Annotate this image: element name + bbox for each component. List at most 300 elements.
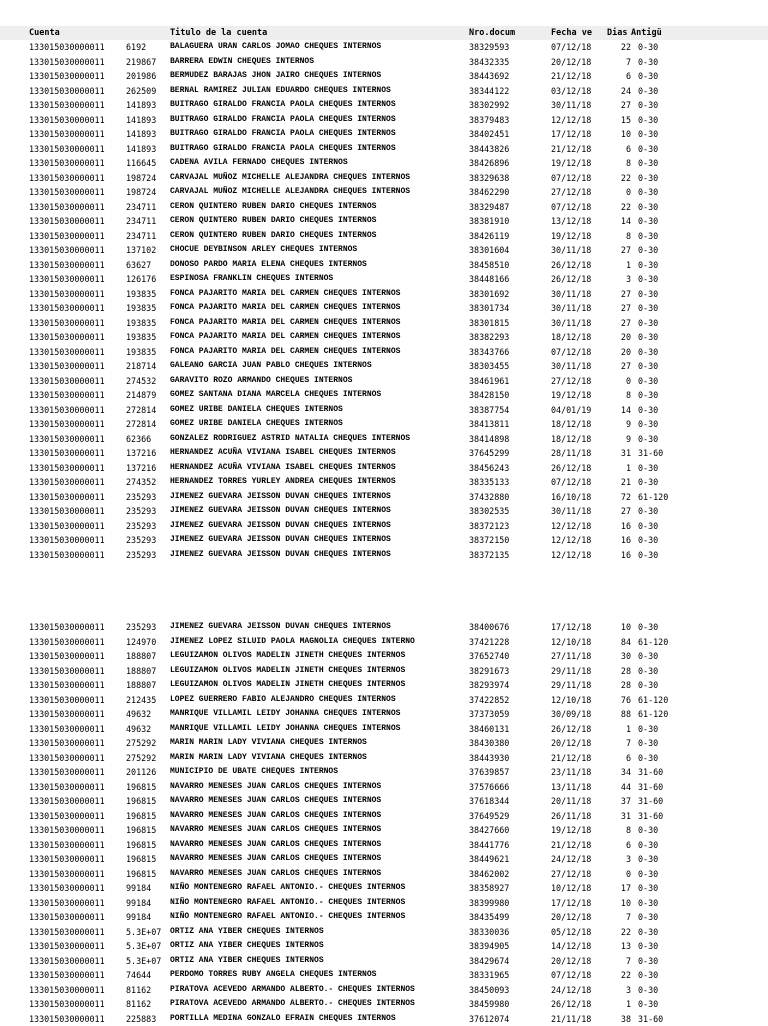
cell-nro-docum: 38329487 (469, 201, 510, 212)
cell-nro-docum: 38382293 (469, 332, 510, 342)
cell-nro-docum: 38379483 (469, 114, 510, 125)
cell-antig: 0-30 (638, 665, 659, 676)
cell-dias: 28 (620, 665, 631, 676)
cell-antig: 0-30 (638, 883, 659, 893)
table-row (0, 243, 768, 257)
cell-tercero: 275292 (126, 738, 157, 748)
cell-titulo: HERNANDEZ ACUÑA VIVIANA ISABEL CHEQUES INTERNOS (170, 448, 396, 457)
table-row (0, 388, 768, 402)
cell-dias: 8 (625, 158, 631, 168)
cell-nro-docum: 37432880 (469, 491, 510, 502)
cell-dias: 22 (620, 172, 631, 183)
cell-nro-docum: 37618344 (469, 796, 510, 806)
cell-tercero: 137216 (126, 462, 157, 473)
cell-titulo: ORTIZ ANA YIBER CHEQUES INTERNOS (170, 926, 324, 936)
cell-titulo: ORTIZ ANA YIBER CHEQUES INTERNOS (170, 941, 324, 950)
cell-antig: 0-30 (638, 825, 659, 835)
cell-nro-docum: 38302992 (469, 100, 510, 110)
cell-cuenta: 133015030000011 (29, 665, 105, 676)
cell-fecha-ve: 18/12/18 (551, 332, 592, 342)
table-row (0, 69, 768, 83)
cell-fecha-ve: 21/12/18 (551, 839, 592, 850)
cell-antig: 0-30 (638, 622, 659, 632)
cell-fecha-ve: 12/12/18 (551, 114, 592, 125)
cell-cuenta: 133015030000011 (29, 143, 105, 154)
cell-antig: 61-120 (638, 694, 669, 705)
cell-fecha-ve: 20/12/18 (551, 955, 592, 966)
cell-nro-docum: 38458510 (469, 259, 510, 270)
cell-cuenta: 133015030000011 (29, 694, 105, 705)
cell-dias: 16 (620, 520, 631, 531)
table-row (0, 852, 768, 866)
cell-nro-docum: 38462002 (469, 868, 510, 879)
cell-antig: 0-30 (638, 912, 659, 922)
cell-cuenta: 133015030000011 (29, 114, 105, 125)
table-row (0, 171, 768, 185)
cell-fecha-ve: 30/11/18 (551, 288, 592, 299)
cell-cuenta: 133015030000011 (29, 897, 105, 908)
cell-fecha-ve: 24/12/18 (551, 854, 592, 864)
cell-cuenta: 133015030000011 (29, 854, 105, 864)
table-row (0, 40, 768, 54)
cell-cuenta: 133015030000011 (29, 883, 105, 893)
cell-antig: 31-60 (638, 1013, 664, 1024)
cell-tercero: 196815 (126, 854, 157, 864)
cell-fecha-ve: 26/12/18 (551, 462, 592, 473)
cell-cuenta: 133015030000011 (29, 535, 105, 545)
cell-nro-docum: 38394905 (469, 941, 510, 951)
cell-titulo: CARVAJAL MUÑOZ MICHELLE ALEJANDRA CHEQUES INTERNOS (170, 172, 411, 182)
cell-tercero: 188807 (126, 680, 157, 690)
cell-antig: 0-30 (638, 477, 659, 487)
cell-fecha-ve: 19/12/18 (551, 158, 592, 168)
cell-titulo: CERON QUINTERO RUBEN DARIO CHEQUES INTERNOS (170, 216, 377, 225)
cell-cuenta: 133015030000011 (29, 491, 105, 502)
table-row (0, 678, 768, 692)
cell-fecha-ve: 21/11/18 (551, 1013, 592, 1024)
cell-antig: 0-30 (638, 114, 659, 125)
cell-tercero: 74644 (126, 970, 152, 980)
cell-fecha-ve: 28/11/18 (551, 448, 592, 458)
cell-antig: 0-30 (638, 984, 659, 995)
table-row (0, 374, 768, 388)
table-row (0, 98, 768, 112)
cell-tercero: 262509 (126, 85, 157, 96)
table-row (0, 84, 768, 98)
cell-dias: 27 (620, 317, 631, 328)
cell-antig: 0-30 (638, 288, 659, 299)
cell-titulo: HERNANDEZ TORRES YURLEY ANDREA CHEQUES INTERNOS (170, 477, 396, 486)
cell-titulo: BUITRAGO GIRALDO FRANCIA PAOLA CHEQUES INTERNOS (170, 129, 396, 138)
cell-fecha-ve: 19/12/18 (551, 390, 592, 400)
cell-titulo: MARIN MARIN LADY VIVIANA CHEQUES INTERNOS (170, 752, 367, 762)
cell-dias: 38 (620, 1013, 631, 1024)
cell-fecha-ve: 23/11/18 (551, 767, 592, 777)
cell-cuenta: 133015030000011 (29, 245, 105, 255)
cell-nro-docum: 38443930 (469, 752, 510, 763)
cell-tercero: 5.3E+07 (126, 955, 162, 966)
cell-cuenta: 133015030000011 (29, 56, 105, 67)
cell-tercero: 81162 (126, 984, 152, 995)
cell-dias: 44 (620, 781, 631, 792)
cell-fecha-ve: 07/12/18 (551, 201, 592, 212)
cell-titulo: BUITRAGO GIRALDO FRANCIA PAOLA CHEQUES INTERNOS (170, 143, 396, 153)
cell-cuenta: 133015030000011 (29, 825, 105, 835)
cell-cuenta: 133015030000011 (29, 738, 105, 748)
cell-titulo: JIMENEZ GUEVARA JEISSON DUVAN CHEQUES INTERNOS (170, 535, 391, 544)
table-row (0, 345, 768, 359)
cell-titulo: GARAVITO ROZO ARMANDO CHEQUES INTERNOS (170, 375, 353, 385)
cell-cuenta: 133015030000011 (29, 448, 105, 458)
cell-titulo: LEGUIZAMON OLIVOS MADELIN JINETH CHEQUES INTERNOS (170, 665, 406, 675)
cell-antig: 0-30 (638, 506, 659, 516)
cell-dias: 6 (625, 143, 631, 154)
cell-fecha-ve: 05/12/18 (551, 926, 592, 937)
cell-cuenta: 133015030000011 (29, 912, 105, 922)
cell-cuenta: 133015030000011 (29, 230, 105, 241)
cell-dias: 72 (620, 491, 631, 502)
cell-tercero: 81162 (126, 999, 152, 1009)
cell-fecha-ve: 12/10/18 (551, 694, 592, 705)
cell-dias: 76 (620, 694, 631, 705)
cell-antig: 0-30 (638, 143, 659, 154)
cell-tercero: 193835 (126, 303, 157, 313)
table-row (0, 214, 768, 228)
cell-antig: 0-30 (638, 129, 659, 139)
cell-fecha-ve: 07/12/18 (551, 42, 592, 52)
cell-antig: 0-30 (638, 317, 659, 328)
cell-nro-docum: 38358927 (469, 883, 510, 893)
cell-dias: 14 (620, 404, 631, 415)
table-row (0, 939, 768, 953)
cell-cuenta: 133015030000011 (29, 984, 105, 995)
cell-tercero: 99184 (126, 912, 152, 922)
cell-titulo: BARRERA EDWIN CHEQUES INTERNOS (170, 56, 315, 66)
cell-cuenta: 133015030000011 (29, 839, 105, 850)
cell-tercero: 235293 (126, 622, 157, 632)
table-row (0, 649, 768, 663)
cell-cuenta: 133015030000011 (29, 941, 105, 951)
cell-titulo: LEGUIZAMON OLIVOS MADELIN JINETH CHEQUES INTERNOS (170, 651, 406, 660)
cell-tercero: 5.3E+07 (126, 926, 162, 937)
table-header (0, 26, 768, 40)
cell-nro-docum: 38293974 (469, 680, 510, 690)
cell-tercero: 6192 (126, 42, 147, 52)
header-dias: Dias (607, 28, 628, 38)
cell-nro-docum: 38413811 (469, 419, 510, 429)
cell-antig: 0-30 (638, 230, 659, 241)
cell-nro-docum: 38432335 (469, 56, 510, 67)
table-row (0, 881, 768, 895)
cell-fecha-ve: 26/12/18 (551, 274, 592, 284)
cell-antig: 0-30 (638, 42, 659, 52)
cell-tercero: 196815 (126, 839, 157, 850)
cell-nro-docum: 38335133 (469, 477, 510, 487)
cell-tercero: 63627 (126, 259, 152, 270)
cell-fecha-ve: 12/12/18 (551, 520, 592, 531)
cell-dias: 22 (620, 926, 631, 937)
cell-cuenta: 133015030000011 (29, 404, 105, 415)
cell-dias: 15 (620, 114, 631, 125)
cell-nro-docum: 38462290 (469, 187, 510, 197)
cell-tercero: 188807 (126, 651, 157, 661)
cell-nro-docum: 37422852 (469, 694, 510, 705)
cell-fecha-ve: 13/12/18 (551, 216, 592, 226)
table-row (0, 1012, 768, 1026)
table-row (0, 722, 768, 736)
cell-dias: 1 (625, 462, 631, 473)
table-row (0, 736, 768, 750)
cell-nro-docum: 38426896 (469, 158, 510, 168)
table-row (0, 490, 768, 504)
header-nro-docum: Nro.docum (469, 28, 516, 38)
table-row (0, 301, 768, 315)
cell-dias: 3 (625, 274, 631, 284)
cell-tercero: 193835 (126, 317, 157, 328)
cell-antig: 0-30 (638, 854, 659, 864)
cell-nro-docum: 38291673 (469, 665, 510, 676)
cell-dias: 22 (620, 42, 631, 52)
cell-titulo: JIMENEZ LOPEZ SILUID PAOLA MAGNOLIA CHEQUES INTERNO (170, 636, 415, 646)
cell-fecha-ve: 27/12/18 (551, 187, 592, 197)
cell-tercero: 141893 (126, 143, 157, 154)
cell-fecha-ve: 26/12/18 (551, 259, 592, 270)
cell-dias: 27 (620, 361, 631, 371)
cell-tercero: 193835 (126, 346, 157, 357)
cell-titulo: MANRIQUE VILLAMIL LEIDY JOHANNA CHEQUES INTERNOS (170, 709, 401, 718)
cell-fecha-ve: 29/11/18 (551, 680, 592, 690)
cell-dias: 34 (620, 767, 631, 777)
cell-dias: 1 (625, 723, 631, 734)
cell-nro-docum: 37639857 (469, 767, 510, 777)
cell-dias: 10 (620, 622, 631, 632)
table-row (0, 794, 768, 808)
cell-cuenta: 133015030000011 (29, 767, 105, 777)
cell-nro-docum: 38329593 (469, 42, 510, 52)
cell-dias: 27 (620, 245, 631, 255)
cell-nro-docum: 38414898 (469, 433, 510, 444)
table-row (0, 548, 768, 562)
cell-nro-docum: 38372135 (469, 549, 510, 560)
cell-titulo: CADENA AVILA FERNADO CHEQUES INTERNOS (170, 158, 348, 167)
table-row (0, 867, 768, 881)
cell-antig: 0-30 (638, 535, 659, 545)
cell-dias: 0 (625, 375, 631, 386)
cell-dias: 20 (620, 332, 631, 342)
cell-cuenta: 133015030000011 (29, 520, 105, 531)
cell-fecha-ve: 30/11/18 (551, 361, 592, 371)
cell-dias: 0 (625, 868, 631, 879)
cell-tercero: 137102 (126, 245, 157, 255)
cell-antig: 0-30 (638, 868, 659, 879)
cell-nro-docum: 38450093 (469, 984, 510, 995)
cell-nro-docum: 38329638 (469, 172, 510, 183)
cell-tercero: 141893 (126, 129, 157, 139)
cell-fecha-ve: 26/12/18 (551, 999, 592, 1009)
cell-cuenta: 133015030000011 (29, 651, 105, 661)
table-row (0, 113, 768, 127)
cell-cuenta: 133015030000011 (29, 781, 105, 792)
cell-dias: 84 (620, 636, 631, 647)
cell-antig: 0-30 (638, 216, 659, 226)
table-row (0, 751, 768, 765)
cell-cuenta: 133015030000011 (29, 71, 105, 81)
cell-dias: 8 (625, 825, 631, 835)
table-row (0, 620, 768, 634)
cell-fecha-ve: 16/10/18 (551, 491, 592, 502)
cell-cuenta: 133015030000011 (29, 346, 105, 357)
cell-antig: 0-30 (638, 100, 659, 110)
cell-antig: 0-30 (638, 970, 659, 980)
cell-antig: 31-60 (638, 448, 664, 458)
cell-cuenta: 133015030000011 (29, 752, 105, 763)
cell-dias: 37 (620, 796, 631, 806)
cell-nro-docum: 38303455 (469, 361, 510, 371)
cell-tercero: 234711 (126, 201, 157, 212)
cell-dias: 8 (625, 390, 631, 400)
cell-fecha-ve: 18/12/18 (551, 433, 592, 444)
cell-tercero: 49632 (126, 709, 152, 719)
cell-dias: 22 (620, 970, 631, 980)
cell-dias: 13 (620, 941, 631, 951)
cell-fecha-ve: 07/12/18 (551, 346, 592, 357)
cell-nro-docum: 38449621 (469, 854, 510, 864)
cell-titulo: MANRIQUE VILLAMIL LEIDY JOHANNA CHEQUES INTERNOS (170, 723, 401, 733)
table-row (0, 258, 768, 272)
cell-nro-docum: 38443826 (469, 143, 510, 154)
cell-titulo: NIÑO MONTENEGRO RAFAEL ANTONIO.- CHEQUES INTERNOS (170, 897, 406, 907)
cell-nro-docum: 37373059 (469, 709, 510, 719)
cell-titulo: CERON QUINTERO RUBEN DARIO CHEQUES INTERNOS (170, 230, 377, 240)
cell-dias: 22 (620, 201, 631, 212)
table-row (0, 533, 768, 547)
cell-cuenta: 133015030000011 (29, 332, 105, 342)
cell-cuenta: 133015030000011 (29, 361, 105, 371)
cell-antig: 0-30 (638, 375, 659, 386)
cell-tercero: 116645 (126, 158, 157, 168)
cell-tercero: 235293 (126, 520, 157, 531)
table-row (0, 765, 768, 779)
cell-cuenta: 133015030000011 (29, 680, 105, 690)
table-row (0, 983, 768, 997)
table-row (0, 156, 768, 170)
cell-titulo: DONOSO PARDO MARIA ELENA CHEQUES INTERNOS (170, 259, 367, 269)
cell-cuenta: 133015030000011 (29, 709, 105, 719)
cell-fecha-ve: 14/12/18 (551, 941, 592, 951)
cell-tercero: 235293 (126, 549, 157, 560)
cell-antig: 0-30 (638, 259, 659, 270)
cell-antig: 0-30 (638, 346, 659, 357)
cell-dias: 10 (620, 129, 631, 139)
cell-nro-docum: 38400676 (469, 622, 510, 632)
cell-cuenta: 133015030000011 (29, 85, 105, 96)
cell-cuenta: 133015030000011 (29, 274, 105, 284)
cell-titulo: GOMEZ URIBE DANIELA CHEQUES INTERNOS (170, 404, 343, 414)
cell-nro-docum: 38301734 (469, 303, 510, 313)
cell-tercero: 218714 (126, 361, 157, 371)
cell-tercero: 62366 (126, 433, 152, 444)
cell-cuenta: 133015030000011 (29, 462, 105, 473)
cell-antig: 0-30 (638, 433, 659, 444)
cell-dias: 88 (620, 709, 631, 719)
cell-fecha-ve: 19/12/18 (551, 230, 592, 241)
cell-cuenta: 133015030000011 (29, 723, 105, 734)
cell-antig: 0-30 (638, 201, 659, 212)
cell-tercero: 212435 (126, 694, 157, 705)
cell-titulo: NIÑO MONTENEGRO RAFAEL ANTONIO.- CHEQUES INTERNOS (170, 883, 406, 892)
cell-titulo: JIMENEZ GUEVARA JEISSON DUVAN CHEQUES INTERNOS (170, 622, 391, 631)
cell-fecha-ve: 07/12/18 (551, 970, 592, 980)
cell-cuenta: 133015030000011 (29, 636, 105, 647)
cell-dias: 6 (625, 839, 631, 850)
cell-tercero: 225883 (126, 1013, 157, 1024)
cell-fecha-ve: 20/12/18 (551, 56, 592, 67)
cell-dias: 31 (620, 810, 631, 821)
cell-titulo: BERNAL RAMIREZ JULIAN EDUARDO CHEQUES INTERNOS (170, 85, 391, 95)
cell-tercero: 126176 (126, 274, 157, 284)
table-row (0, 287, 768, 301)
cell-titulo: NAVARRO MENESES JUAN CARLOS CHEQUES INTERNOS (170, 781, 382, 791)
header-titulo: Titulo de la cuenta (170, 28, 268, 38)
cell-antig: 0-30 (638, 955, 659, 966)
table-row (0, 693, 768, 707)
cell-nro-docum: 37649529 (469, 810, 510, 821)
cell-cuenta: 133015030000011 (29, 506, 105, 516)
cell-cuenta: 133015030000011 (29, 375, 105, 386)
cell-nro-docum: 37576666 (469, 781, 510, 792)
cell-nro-docum: 37421228 (469, 636, 510, 647)
cell-antig: 0-30 (638, 651, 659, 661)
cell-cuenta: 133015030000011 (29, 549, 105, 560)
cell-tercero: 99184 (126, 897, 152, 908)
cell-titulo: BUITRAGO GIRALDO FRANCIA PAOLA CHEQUES INTERNOS (170, 114, 396, 124)
cell-nro-docum: 38460131 (469, 723, 510, 734)
table-row (0, 446, 768, 460)
cell-nro-docum: 38429674 (469, 955, 510, 966)
cell-titulo: JIMENEZ GUEVARA JEISSON DUVAN CHEQUES INTERNOS (170, 520, 391, 530)
cell-fecha-ve: 30/11/18 (551, 506, 592, 516)
cell-titulo: MARIN MARIN LADY VIVIANA CHEQUES INTERNOS (170, 738, 367, 747)
cell-nro-docum: 38430380 (469, 738, 510, 748)
cell-fecha-ve: 27/12/18 (551, 375, 592, 386)
cell-tercero: 196815 (126, 810, 157, 821)
cell-tercero: 196815 (126, 796, 157, 806)
cell-titulo: MUNICIPIO DE UBATE CHEQUES INTERNOS (170, 767, 339, 776)
cell-antig: 0-30 (638, 926, 659, 937)
cell-antig: 0-30 (638, 941, 659, 951)
cell-antig: 31-60 (638, 781, 664, 792)
cell-dias: 9 (625, 433, 631, 444)
table-row (0, 997, 768, 1011)
table-row (0, 968, 768, 982)
cell-antig: 0-30 (638, 839, 659, 850)
table-row (0, 780, 768, 794)
cell-dias: 27 (620, 506, 631, 516)
cell-titulo: NAVARRO MENESES JUAN CARLOS CHEQUES INTERNOS (170, 825, 382, 834)
cell-fecha-ve: 27/12/18 (551, 868, 592, 879)
cell-dias: 0 (625, 187, 631, 197)
cell-fecha-ve: 30/11/18 (551, 317, 592, 328)
cell-titulo: GONZALEZ RODRIGUEZ ASTRID NATALIA CHEQUES INTERNOS (170, 433, 411, 443)
cell-titulo: JIMENEZ GUEVARA JEISSON DUVAN CHEQUES INTERNOS (170, 549, 391, 559)
cell-fecha-ve: 12/12/18 (551, 535, 592, 545)
cell-cuenta: 133015030000011 (29, 999, 105, 1009)
cell-cuenta: 133015030000011 (29, 42, 105, 52)
cell-nro-docum: 38435499 (469, 912, 510, 922)
cell-titulo: NAVARRO MENESES JUAN CARLOS CHEQUES INTERNOS (170, 796, 382, 805)
cell-dias: 21 (620, 477, 631, 487)
cell-titulo: NAVARRO MENESES JUAN CARLOS CHEQUES INTERNOS (170, 839, 382, 849)
